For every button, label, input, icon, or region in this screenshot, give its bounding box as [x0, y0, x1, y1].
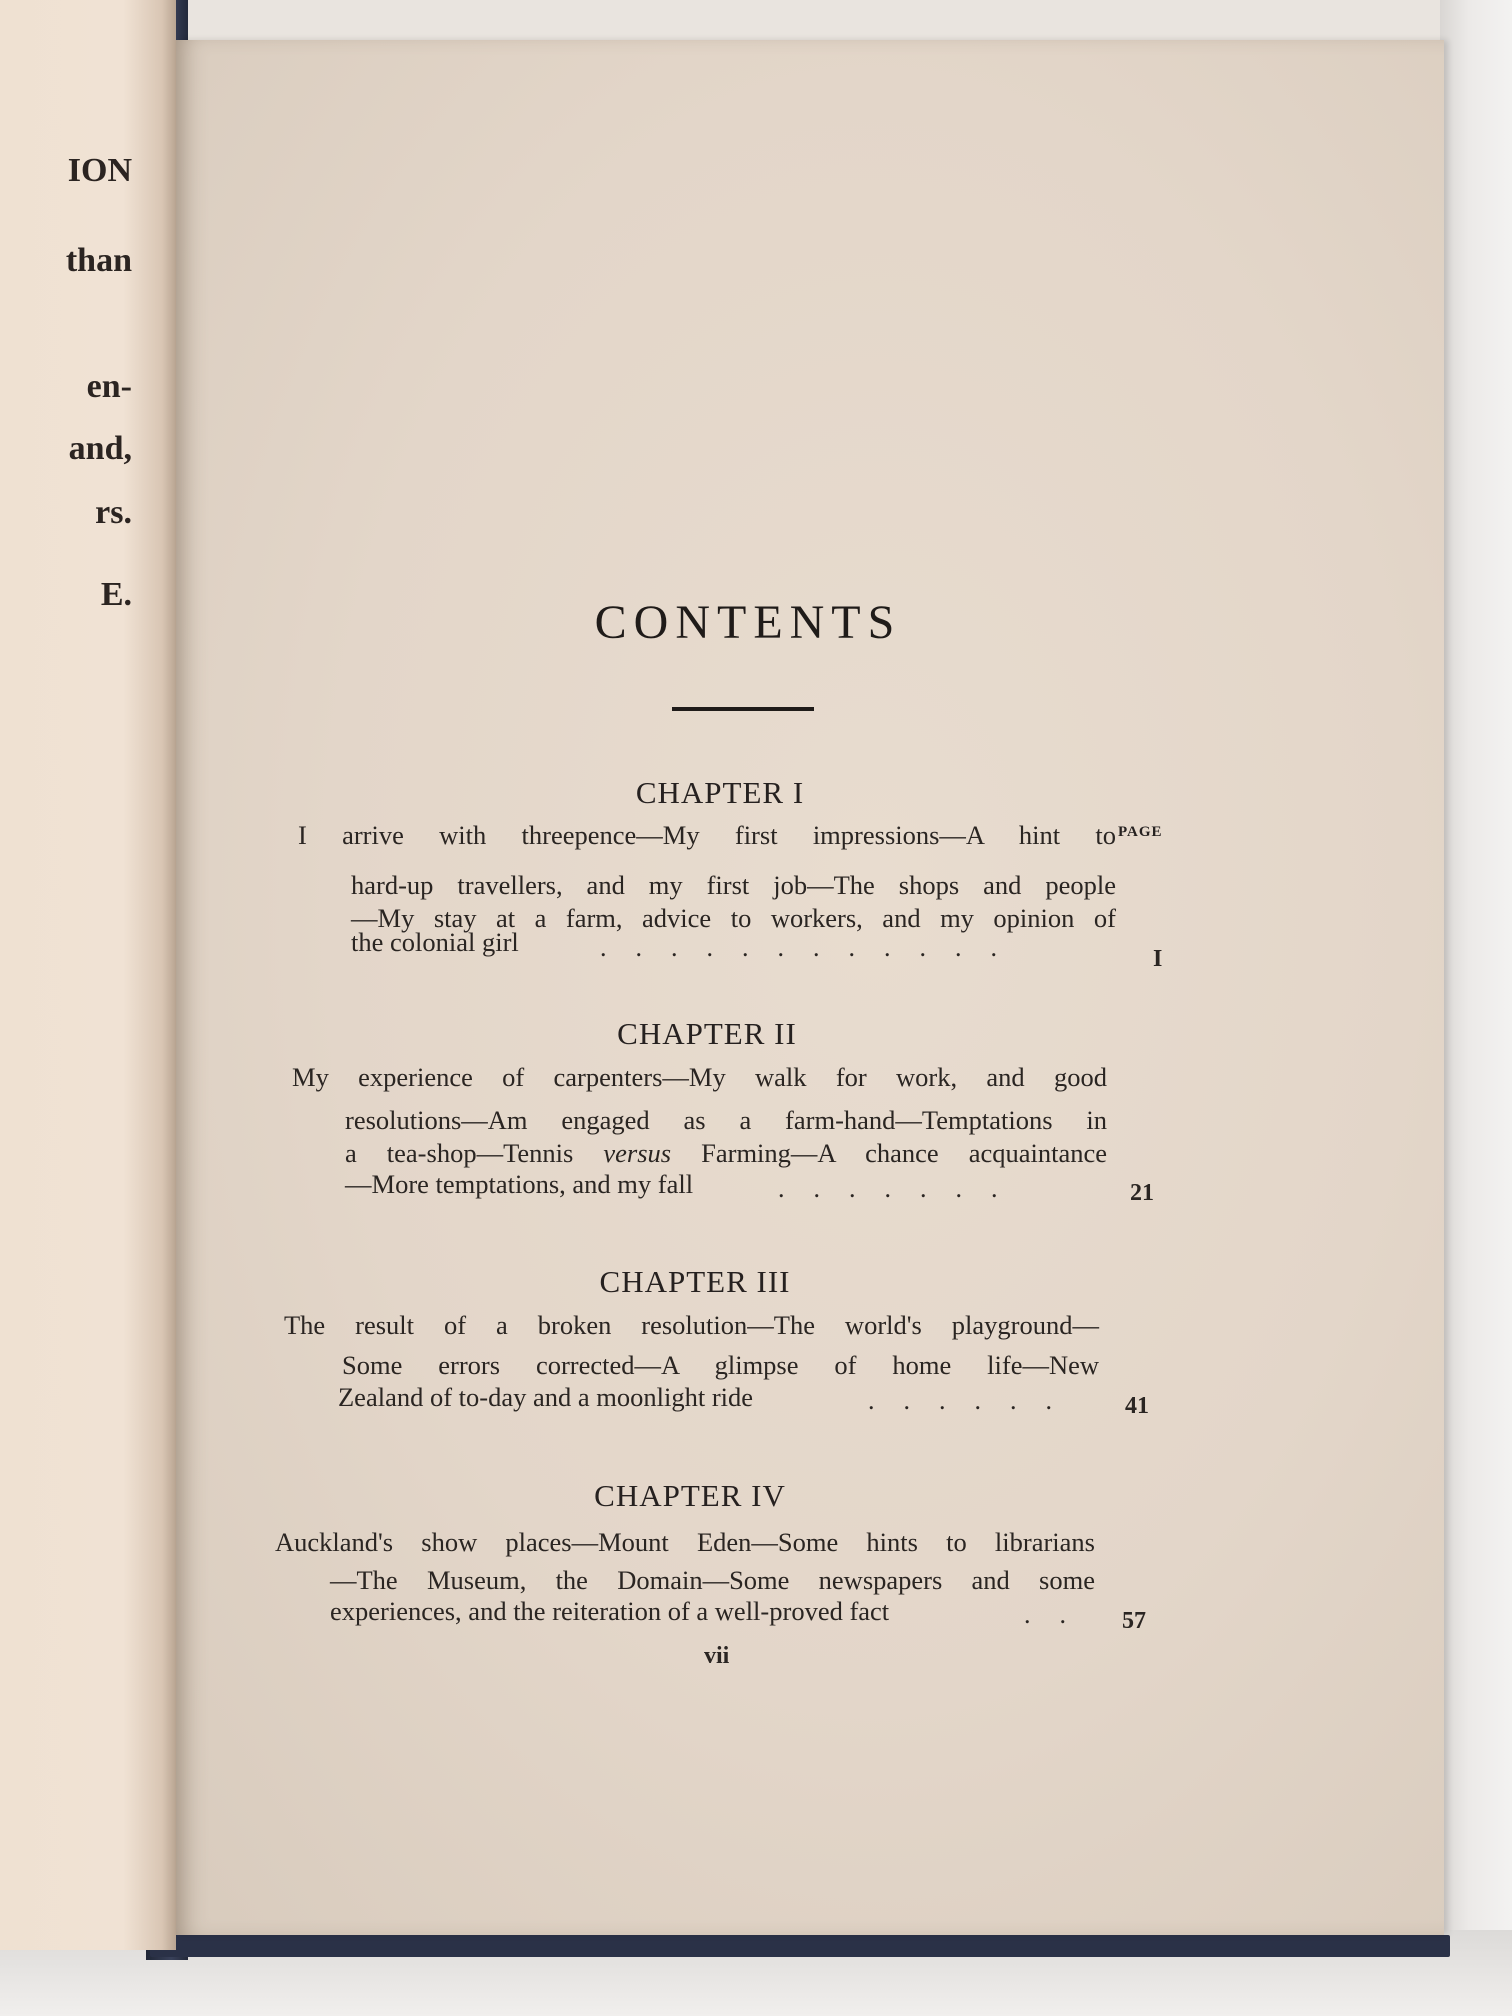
left-page-line: and, [68, 430, 132, 467]
italic-word: versus [603, 1138, 672, 1168]
page-folio: vii [704, 1643, 730, 1669]
chapter-2-line: resolutions—Am engaged as a farm-hand—Temptations in [345, 1105, 1107, 1135]
chapter-3-title: CHAPTER III [599, 1264, 791, 1299]
page-column-label: PAGE [1118, 824, 1163, 840]
chapter-4-line: Auckland's show places—Mount Eden—Some hints to librarians [275, 1527, 1095, 1557]
book-cover-edge [150, 1935, 1450, 1957]
chapter-2-title: CHAPTER II [617, 1016, 797, 1051]
chapter-2-line: a tea-shop—Tennis versus Farming—A chance acquaintance [345, 1138, 1107, 1168]
chapter-2-page: 21 [1130, 1180, 1154, 1206]
leader-dots: ....... [778, 1174, 1027, 1203]
left-page-line: ION [67, 152, 132, 189]
chapter-4-title: CHAPTER IV [594, 1478, 786, 1513]
chapter-3-line: The result of a broken resolution—The world's playground— [284, 1310, 1099, 1340]
chapter-3-line: Some errors corrected—A glimpse of home life—New [342, 1350, 1099, 1380]
chapter-1-title: CHAPTER I [635, 775, 805, 810]
left-page-line: than [65, 242, 132, 279]
chapter-1-line: hard-up travellers, and my first job—The shops and people [351, 870, 1116, 900]
chapter-1-line: —My stay at a farm, advice to workers, and my opinion of [351, 903, 1116, 933]
chapter-1-line: the colonial girl [351, 927, 519, 957]
leader-dots: ............ [600, 933, 1026, 962]
chapter-1-page: I [1153, 946, 1163, 972]
left-page-line: E. [100, 576, 132, 613]
chapter-4-line: —The Museum, the Domain—Some newspapers and some [330, 1565, 1095, 1595]
chapter-2-line: My experience of carpenters—My walk for work, and good [292, 1062, 1107, 1092]
heading-rule [672, 707, 814, 711]
background-wall [1440, 0, 1512, 2016]
chapter-3-line: Zealand of to-day and a moonlight ride [338, 1382, 754, 1412]
left-page-line: rs. [95, 494, 132, 531]
leader-dots: .. [1024, 1600, 1095, 1629]
chapter-4-page: 57 [1122, 1608, 1146, 1634]
chapter-3-page: 41 [1125, 1393, 1149, 1419]
chapter-4-line: experiences, and the reiteration of a well-proved fact [330, 1596, 890, 1626]
chapter-2-line: —More temptations, and my fall [345, 1169, 694, 1199]
leader-dots: ...... [868, 1386, 1081, 1415]
contents-heading: CONTENTS [594, 596, 902, 649]
left-page-line: en- [86, 368, 132, 405]
contents-page [176, 40, 1444, 1935]
chapter-1-line: I arrive with threepence—My first impressions—A hint to [298, 820, 1116, 850]
left-page [0, 0, 176, 1950]
